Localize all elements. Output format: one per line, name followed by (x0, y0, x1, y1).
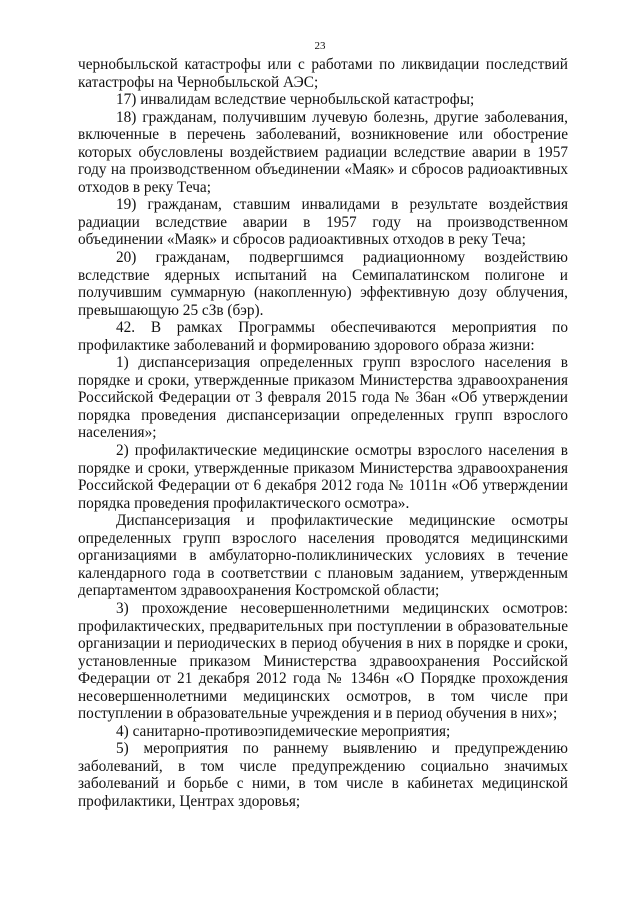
paragraph-measure-2: 2) профилактические медицинские осмотры взрослого населения в порядке и сроки, утвержденные приказом Министерства здравоохранения Российской Федерации от 6 декабря 2012 года № 1011н «Об утверждении порядка проведения профилактического осмотра». (78, 442, 568, 512)
paragraph-item-20: 20) гражданам, подвергшимся радиационному воздействию вследствие ядерных испытаний на Семипалатинском полигоне и получившим суммарную (накопленную) эффективную дозу облучения, превышающую 25 сЗв (бэр). (78, 249, 568, 319)
paragraph-item-19: 19) гражданам, ставшим инвалидами в результате воздействия радиации вследствие аварии в 1957 году на производственном объединении «Маяк» и сбросов радиоактивных отходов в реку Теча; (78, 196, 568, 249)
paragraph-measure-1: 1) диспансеризация определенных групп взрослого населения в порядке и сроки, утвержденные приказом Министерства здравоохранения Российской Федерации от 3 февраля 2015 года № 36ан «Об утверждении порядка проведения диспансеризации определенных групп взрослого населения»; (78, 354, 568, 442)
paragraph-screening-note: Диспансеризация и профилактические медицинские осмотры определенных групп взрослого населения проводятся медицинскими организациями в амбулаторно-поликлинических условиях в течение календарного года в соответствии с плановым заданием, утвержденным департаментом здравоохранения Костромской области; (78, 512, 568, 600)
document-body (78, 56, 568, 811)
paragraph-item-18: 18) гражданам, получившим лучевую болезнь, другие заболевания, включенные в перечень заболеваний, возникновение или обострение которых обусловлены воздействием радиации вследствие аварии в 1957 году на производственном объединении «Маяк» и сбросов радиоактивных отходов в реку Теча; (78, 108, 568, 196)
paragraph-section-42: 42. В рамках Программы обеспечиваются мероприятия по профилактике заболеваний и формированию здорового образа жизни: (78, 319, 568, 354)
paragraph-measure-5: 5) мероприятия по раннему выявлению и предупреждению заболеваний, в том числе предупреждению социально значимых заболеваний и борьбе с ними, в том числе в кабинетах медицинской профилактики, Центрах здоровья; (78, 740, 568, 810)
paragraph-item-17: 17) инвалидам вследствие чернобыльской катастрофы; (116, 91, 475, 109)
page-number: 23 (314, 40, 326, 52)
paragraph-continuation: чернобыльской катастрофы или с работами по ликвидации последствий катастрофы на Чернобыльской АЭС; (78, 56, 568, 91)
paragraph-measure-4: 4) санитарно-противоэпидемические мероприятия; (116, 722, 451, 740)
paragraph-measure-3: 3) прохождение несовершеннолетними медицинских осмотров: профилактических, предварительных при поступлении в образовательные организации и периодических в период обучения в них в порядке и сроки, установленные приказом Министерства здравоохранения Российской Федерации от 21 декабря 2012 года № 1346н «О Порядке прохождения несовершеннолетними медицинских осмотров, в том числе при поступлении в образовательные учреждения и в период обучения в них»; (78, 599, 568, 723)
